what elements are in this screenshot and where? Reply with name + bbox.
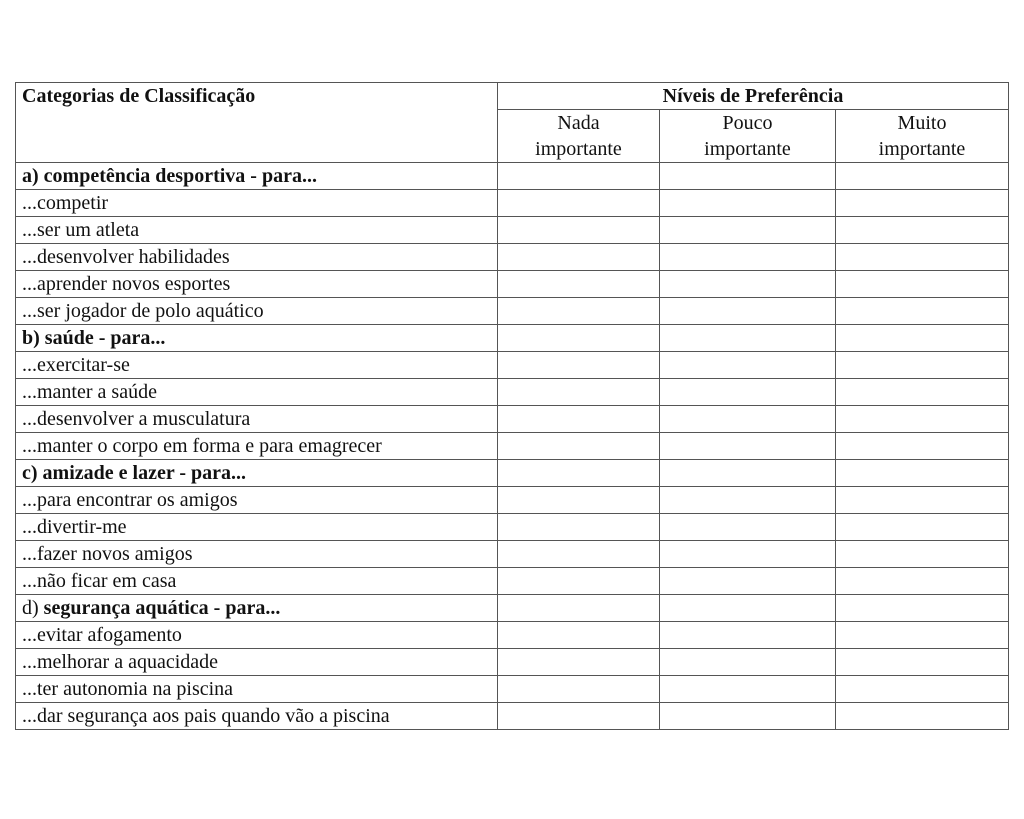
item-label: ...ser um atleta xyxy=(16,217,498,244)
item-row xyxy=(16,568,1009,595)
rating-cell[interactable] xyxy=(836,649,1009,676)
item-row xyxy=(16,217,1009,244)
rating-cell[interactable] xyxy=(836,433,1009,460)
item-row xyxy=(16,352,1009,379)
level-label: Pouco xyxy=(722,112,773,134)
item-label: ...manter o corpo em forma e para emagrecer xyxy=(16,433,498,460)
category-title: segurança aquática - para... xyxy=(43,597,281,619)
category-title: b) saúde - para... xyxy=(22,327,166,349)
rating-cell[interactable] xyxy=(836,568,1009,595)
item-label: ...exercitar-se xyxy=(16,352,498,379)
rating-cell[interactable] xyxy=(836,325,1009,352)
rating-cell[interactable] xyxy=(660,541,836,568)
category-prefix: d) xyxy=(22,597,44,619)
level-nada-header xyxy=(498,110,660,163)
rating-cell[interactable] xyxy=(498,163,660,190)
rating-cell[interactable] xyxy=(660,406,836,433)
rating-cell[interactable] xyxy=(836,595,1009,622)
item-row xyxy=(16,622,1009,649)
category-title: c) amizade e lazer - para... xyxy=(22,462,246,484)
levels-header: Níveis de Preferência xyxy=(498,83,1009,110)
item-label: ...melhorar a aquacidade xyxy=(16,649,498,676)
item-row xyxy=(16,703,1009,730)
level-label: importante xyxy=(878,138,966,160)
rating-cell[interactable] xyxy=(836,676,1009,703)
rating-cell[interactable] xyxy=(498,622,660,649)
rating-cell[interactable] xyxy=(498,703,660,730)
level-pouco-header xyxy=(660,110,836,163)
item-row xyxy=(16,406,1009,433)
category-label xyxy=(16,325,498,352)
rating-cell[interactable] xyxy=(836,406,1009,433)
item-row xyxy=(16,487,1009,514)
category-row xyxy=(16,325,1009,352)
level-muito-header xyxy=(836,110,1009,163)
rating-cell[interactable] xyxy=(498,379,660,406)
categories-header: Categorias de Classificação xyxy=(16,83,498,163)
item-row xyxy=(16,676,1009,703)
item-label: ...aprender novos esportes xyxy=(16,271,498,298)
rating-cell[interactable] xyxy=(660,244,836,271)
rating-cell[interactable] xyxy=(498,190,660,217)
rating-cell[interactable] xyxy=(660,703,836,730)
item-row xyxy=(16,271,1009,298)
rating-cell[interactable] xyxy=(660,460,836,487)
rating-cell[interactable] xyxy=(498,325,660,352)
rating-cell[interactable] xyxy=(660,676,836,703)
rating-cell[interactable] xyxy=(498,649,660,676)
preference-table xyxy=(15,82,1009,730)
rating-cell[interactable] xyxy=(836,352,1009,379)
rating-cell[interactable] xyxy=(498,352,660,379)
item-label: ...ter autonomia na piscina xyxy=(16,676,498,703)
item-label: ...desenvolver habilidades xyxy=(16,244,498,271)
rating-cell[interactable] xyxy=(498,487,660,514)
table-body xyxy=(16,83,1009,730)
rating-cell[interactable] xyxy=(498,298,660,325)
rating-cell[interactable] xyxy=(660,622,836,649)
rating-cell[interactable] xyxy=(836,541,1009,568)
item-label: ...competir xyxy=(16,190,498,217)
level-label: Nada xyxy=(557,112,600,134)
rating-cell[interactable] xyxy=(836,244,1009,271)
header-row xyxy=(16,83,1009,110)
category-title: a) competência desportiva - para... xyxy=(22,165,317,187)
rating-cell[interactable] xyxy=(498,595,660,622)
item-label: ...fazer novos amigos xyxy=(16,541,498,568)
rating-cell[interactable] xyxy=(660,595,836,622)
rating-cell[interactable] xyxy=(498,568,660,595)
item-row xyxy=(16,514,1009,541)
rating-cell[interactable] xyxy=(836,298,1009,325)
rating-cell[interactable] xyxy=(836,190,1009,217)
rating-cell[interactable] xyxy=(498,271,660,298)
rating-cell[interactable] xyxy=(836,622,1009,649)
item-row xyxy=(16,433,1009,460)
rating-cell[interactable] xyxy=(836,703,1009,730)
rating-cell[interactable] xyxy=(498,406,660,433)
item-row xyxy=(16,379,1009,406)
level-label: Muito xyxy=(897,112,947,134)
item-label: ...dar segurança aos pais quando vão a piscina xyxy=(16,703,498,730)
category-label xyxy=(16,163,498,190)
rating-cell[interactable] xyxy=(660,433,836,460)
rating-cell[interactable] xyxy=(836,217,1009,244)
item-label: ...desenvolver a musculatura xyxy=(16,406,498,433)
rating-cell[interactable] xyxy=(498,433,660,460)
category-row xyxy=(16,460,1009,487)
rating-cell[interactable] xyxy=(660,190,836,217)
level-label: importante xyxy=(704,138,791,160)
item-label: ...para encontrar os amigos xyxy=(16,487,498,514)
rating-cell[interactable] xyxy=(836,271,1009,298)
rating-cell[interactable] xyxy=(660,568,836,595)
item-row xyxy=(16,190,1009,217)
level-label: importante xyxy=(535,138,622,160)
category-row xyxy=(16,595,1009,622)
rating-cell[interactable] xyxy=(498,244,660,271)
category-label xyxy=(16,460,498,487)
rating-cell[interactable] xyxy=(836,460,1009,487)
rating-cell[interactable] xyxy=(498,217,660,244)
rating-cell[interactable] xyxy=(660,649,836,676)
rating-cell[interactable] xyxy=(498,514,660,541)
item-label: ...divertir-me xyxy=(16,514,498,541)
item-label: ...manter a saúde xyxy=(16,379,498,406)
rating-cell[interactable] xyxy=(660,163,836,190)
rating-cell[interactable] xyxy=(660,352,836,379)
item-label: ...ser jogador de polo aquático xyxy=(16,298,498,325)
rating-cell[interactable] xyxy=(660,514,836,541)
rating-cell[interactable] xyxy=(660,271,836,298)
category-row xyxy=(16,163,1009,190)
item-row xyxy=(16,541,1009,568)
rating-cell[interactable] xyxy=(498,676,660,703)
rating-cell[interactable] xyxy=(836,379,1009,406)
item-row xyxy=(16,298,1009,325)
item-label: ...não ficar em casa xyxy=(16,568,498,595)
rating-cell[interactable] xyxy=(498,541,660,568)
item-row xyxy=(16,244,1009,271)
category-label xyxy=(16,595,498,622)
rating-cell[interactable] xyxy=(660,325,836,352)
rating-cell[interactable] xyxy=(660,298,836,325)
rating-cell[interactable] xyxy=(836,163,1009,190)
item-row xyxy=(16,649,1009,676)
rating-cell[interactable] xyxy=(660,379,836,406)
rating-cell[interactable] xyxy=(660,217,836,244)
rating-cell[interactable] xyxy=(836,514,1009,541)
rating-cell[interactable] xyxy=(498,460,660,487)
rating-cell[interactable] xyxy=(836,487,1009,514)
rating-cell[interactable] xyxy=(660,487,836,514)
item-label: ...evitar afogamento xyxy=(16,622,498,649)
